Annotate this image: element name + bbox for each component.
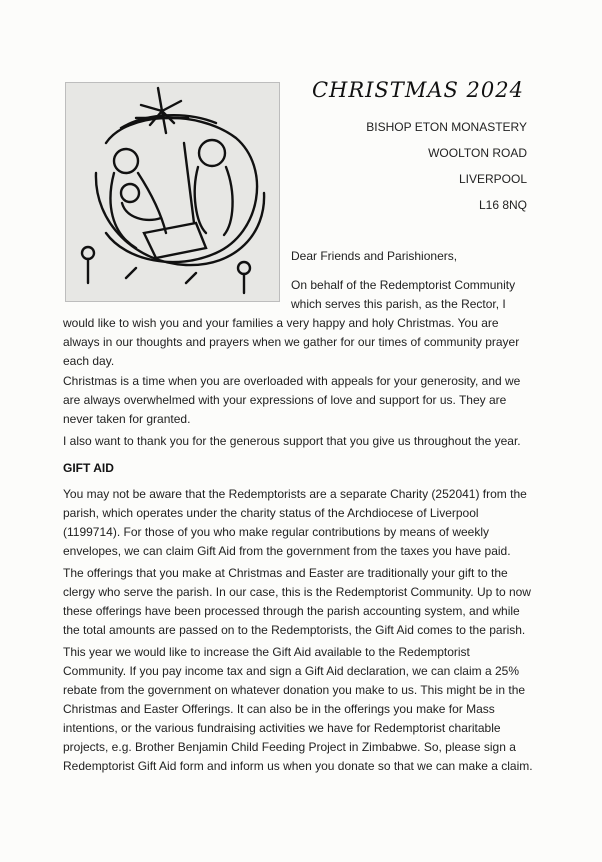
paragraph-appeals: Christmas is a time when you are overloaded with appeals for your generosity, and we are always overwhelmed with your expressions of love and support for us. They are never taken for granted. — [63, 374, 521, 426]
salutation: Dear Friends and Parishioners, — [291, 249, 458, 263]
intro-paragraph-continued: would like to wish you and your families a very happy and holy Christmas. You are always in our thoughts and prayers when we gather for our times of community prayer each day. — [63, 316, 520, 368]
paragraph-thanks: I also want to thank you for the generous support that you give us throughout the year. — [63, 434, 521, 448]
paragraph-charity: You may not be aware that the Redemptorists are a separate Charity (252041) from the parish, which operates under the charity status of the Archdiocese of Liverpool (1199714). For those of you who make regular contributions by means of weekly envelopes, we can claim Gift Aid from the government from the taxes you have paid. — [63, 487, 527, 558]
address-line-4: L16 8NQ — [478, 198, 527, 212]
letter-title: CHRISTMAS 2024 — [311, 78, 524, 102]
nativity-drawing — [66, 83, 279, 301]
address-line-2: WOOLTON ROAD — [428, 146, 527, 160]
nativity-illustration — [65, 82, 280, 302]
paragraph-offerings: The offerings that you make at Christmas and Easter are traditionally your gift to the clergy who serve the parish. In our case, this is the Redemptorist Community. Up to now these offerings have been processed through the parish accounting system, and while the total amounts are passed on to the Redemptorists, the Gift Aid comes to the parish. — [63, 566, 531, 637]
paragraph-increase-gift-aid: This year we would like to increase the Gift Aid available to the Redemptorist Community. If you pay income tax and sign a Gift Aid declaration, we can claim a 25% rebate from the government on whatever donation you make to us. This might be in the Christmas and Easter Offerings. It can also be in the offerings you make for Mass intentions, or the various fundraising activities we have for Redemptorist charitable projects, e.g. Brother Benjamin Child Feeding Project in Zimbabwe. So, please sign a Redemptorist Gift Aid form and inform us when you donate so that we can make a claim. — [63, 645, 533, 773]
intro-paragraph-start: On behalf of the Redemptorist Community which serves this parish, as the Rector, I — [291, 278, 516, 311]
address-line-1: BISHOP ETON MONASTERY — [366, 120, 527, 134]
address-line-3: LIVERPOOL — [458, 172, 527, 186]
gift-aid-heading: GIFT AID — [63, 461, 114, 475]
